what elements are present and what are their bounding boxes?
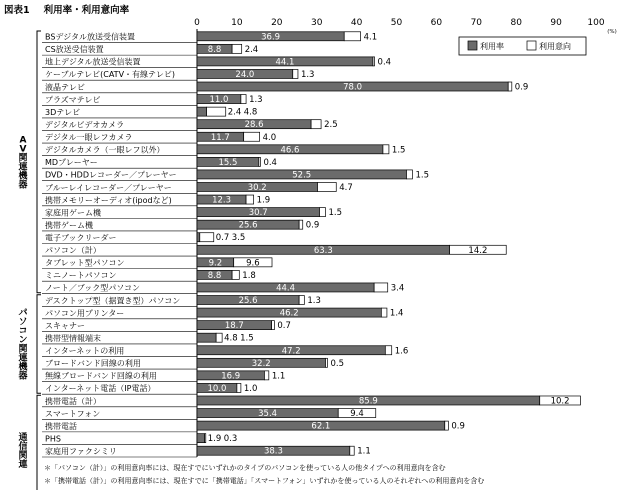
category-label: 3Dテレビ	[45, 107, 81, 117]
value-label-usage: 11.0	[209, 95, 229, 106]
x-unit-label: (%)	[607, 29, 617, 35]
figure-title-text: 利用率・利用意向率	[43, 5, 130, 16]
category-label: PHS	[45, 434, 61, 444]
bar-intent	[508, 82, 512, 91]
value-label-usage: 0.7	[215, 233, 230, 244]
value-label-usage: 36.9	[261, 32, 281, 43]
category-label: ミニノートパソコン	[45, 271, 117, 281]
value-label-usage: 18.7	[224, 321, 244, 332]
bar-intent	[311, 120, 321, 129]
category-label: BSデジタル放送受信装置	[45, 32, 135, 42]
value-label-usage: 85.9	[358, 396, 378, 407]
category-label: タブレット型パソコン	[45, 258, 125, 268]
category-label: スキャナー	[45, 321, 85, 331]
category-label: インターネットの利用	[45, 346, 125, 356]
value-label-intent: 1.8	[242, 270, 256, 281]
bar-intent	[381, 308, 387, 317]
category-label: 携帯型情報端末	[45, 333, 101, 343]
value-label-intent: 1.9	[256, 195, 271, 206]
group-bracket	[37, 295, 41, 393]
bar-intent	[325, 358, 327, 367]
category-label: ブルーレイレコーダー／プレーヤー	[45, 183, 172, 193]
value-label-intent: 1.5	[391, 145, 406, 156]
value-label-intent: 0.9	[514, 82, 529, 93]
value-label-intent: 0.7	[277, 321, 291, 332]
x-tick-label: 0	[194, 18, 200, 28]
category-label: パソコン用プリンター	[45, 308, 125, 318]
value-label-usage: 52.5	[292, 170, 312, 181]
value-label-intent: 10.2	[550, 396, 570, 407]
category-label: パソコン（計）	[45, 246, 101, 256]
value-label-usage: 44.4	[276, 283, 296, 294]
value-label-intent: 0.5	[330, 358, 345, 369]
value-label-usage: 15.5	[218, 157, 238, 168]
bar-intent	[200, 233, 214, 242]
group-label: コ	[18, 326, 28, 337]
category-label: 携帯メモリーオーディオ(ipodなど)	[45, 195, 172, 205]
category-label: デジタルビデオカメラ	[45, 120, 125, 130]
value-label-intent: 14.2	[468, 245, 488, 256]
bar-intent	[207, 107, 226, 116]
value-label-intent: 4.1	[363, 32, 378, 43]
bar-intent	[216, 333, 222, 342]
value-label-usage: 2.4	[227, 107, 242, 118]
group-label: A	[19, 135, 27, 146]
value-label-intent: 1.1	[357, 446, 371, 457]
value-label-intent: 2.4	[244, 44, 259, 55]
value-label-usage: 38.3	[263, 446, 283, 457]
value-label-usage: 9.2	[208, 258, 223, 269]
value-label-intent: 0.9	[451, 421, 465, 432]
group-bracket	[37, 395, 41, 490]
value-label-intent: 4.8	[243, 107, 258, 118]
value-label-usage: 16.9	[221, 371, 241, 382]
value-label-usage: 47.2	[281, 346, 301, 357]
value-label-intent: 1.0	[243, 383, 258, 394]
value-label-intent: 1.3	[307, 296, 321, 307]
category-label: ケーブルテレビ(CATV・有線テレビ)	[45, 70, 175, 80]
bar-intent	[272, 321, 275, 330]
group-label: 信	[18, 442, 28, 453]
category-label: 電子ブックリーダー	[45, 233, 117, 243]
note-mobile: ＊「携帯電話（計）」の利用意向率には、現在すでに「携帯電話」「スマートフォン」いずれかを使っている人のそれぞれへの利用意向を含む	[44, 477, 485, 485]
group-label: 器	[18, 180, 28, 191]
x-tick-label: 50	[390, 18, 403, 28]
x-tick-label: 60	[430, 18, 443, 28]
x-tick-label: 10	[231, 18, 243, 28]
value-label-intent: 0.4	[263, 157, 277, 168]
legend-label-intent: 利用意向	[539, 42, 571, 51]
category-label: デジタルカメラ（一眼レフ以外）	[45, 145, 165, 155]
category-label: 家庭用ファクシミリ	[45, 447, 117, 456]
value-label-intent: 0.4	[377, 57, 392, 68]
bar-intent	[350, 446, 354, 455]
bar-usage	[197, 107, 207, 116]
value-label-intent: 1.5	[328, 208, 343, 219]
value-label-intent: 1.6	[394, 346, 409, 357]
value-label-usage: 32.2	[251, 358, 271, 369]
category-label: 携帯電話	[45, 421, 77, 431]
value-label-intent: 0.9	[305, 220, 320, 231]
category-label: CS放送受信装置	[45, 45, 104, 55]
x-tick-label: 80	[510, 18, 522, 28]
x-tick-label: 30	[310, 18, 323, 28]
value-label-intent: 4.0	[262, 132, 277, 143]
bar-intent	[299, 296, 304, 305]
category-label: 地上デジタル放送受信装置	[45, 57, 141, 67]
value-label-intent: 1.4	[389, 308, 404, 319]
value-label-intent: 0.3	[223, 434, 238, 445]
category-label: スマートフォン	[45, 409, 101, 419]
category-label: 携帯ゲーム機	[45, 220, 93, 230]
bar-intent	[244, 132, 260, 141]
group-label: 機	[18, 171, 28, 182]
bar-intent	[205, 434, 206, 443]
value-label-intent: 3.5	[231, 233, 246, 244]
category-label: MDプレーヤー	[45, 158, 98, 168]
bar-intent	[383, 145, 389, 154]
bar-intent	[232, 44, 242, 53]
group-label: 連	[18, 460, 28, 471]
value-label-intent: 4.7	[339, 182, 353, 193]
bar-intent	[374, 283, 388, 292]
value-label-intent: 3.4	[390, 283, 405, 294]
value-label-intent: 1.3	[300, 69, 315, 80]
legend-swatch-intent	[527, 41, 536, 50]
group-label: 連	[18, 162, 28, 173]
category-label: DVD・HDDレコーダー／プレーヤー	[45, 170, 177, 180]
bar-intent	[232, 270, 239, 279]
bar-intent	[264, 371, 268, 380]
category-label: インターネット電話（IP電話）	[45, 384, 156, 394]
value-label-usage: 44.1	[275, 57, 295, 68]
category-label: 家庭用ゲーム機	[45, 208, 101, 218]
value-label-usage: 8.8	[207, 44, 222, 55]
group-label: 器	[18, 371, 28, 382]
group-label: 機	[18, 362, 28, 373]
figure-label: 図表1	[4, 5, 30, 16]
value-label-intent: 2.5	[324, 120, 338, 131]
group-bracket	[37, 31, 41, 293]
bar-intent	[319, 208, 325, 217]
x-tick-label: 70	[470, 18, 483, 28]
value-label-usage: 63.3	[313, 245, 333, 256]
bar-intent	[241, 95, 246, 104]
group-label: パ	[18, 308, 28, 319]
bar-intent	[237, 383, 241, 392]
value-label-usage: 25.6	[238, 220, 258, 231]
x-tick-label: 100	[587, 18, 605, 28]
group-label: 関	[18, 153, 28, 164]
value-label-intent: 1.5	[240, 333, 254, 344]
category-label: デジタル一眼レフカメラ	[45, 133, 133, 143]
legend-label-usage: 利用率	[480, 42, 504, 51]
category-label: 無線ブロードバンド回線の利用	[45, 371, 157, 381]
value-label-usage: 35.4	[258, 409, 278, 420]
value-label-usage: 78.0	[343, 82, 363, 93]
bar-intent	[406, 170, 412, 179]
bar-usage	[197, 233, 200, 242]
bar-intent	[259, 157, 261, 166]
value-label-intent: 1.3	[249, 95, 263, 106]
value-label-usage: 1.9	[207, 434, 222, 445]
value-label-usage: 4.8	[224, 333, 238, 344]
bar-intent	[373, 57, 375, 66]
value-label-usage: 46.2	[279, 308, 299, 319]
value-label-intent: 9.4	[350, 409, 364, 420]
bar-intent	[293, 69, 298, 78]
value-label-usage: 12.3	[212, 195, 232, 206]
value-label-intent: 1.1	[271, 371, 286, 382]
category-label: ブロードバンド回線の利用	[45, 359, 141, 369]
value-label-intent: 1.5	[415, 170, 429, 181]
value-label-usage: 30.2	[247, 182, 267, 193]
category-label: デスクトップ型（据置き型）パソコン	[45, 296, 181, 306]
bar-intent	[299, 220, 303, 229]
bar-intent	[385, 346, 391, 355]
group-label: ン	[18, 335, 28, 346]
category-label: 携帯電話（計）	[45, 396, 101, 406]
group-label: ソ	[18, 317, 28, 328]
category-label: 液晶テレビ	[45, 82, 85, 92]
value-label-usage: 46.6	[280, 145, 300, 156]
value-label-usage: 62.1	[311, 421, 331, 432]
value-label-usage: 10.0	[207, 383, 227, 394]
value-label-usage: 11.7	[210, 132, 230, 143]
bar-usage	[197, 333, 216, 342]
bar-intent	[445, 421, 449, 430]
bar-intent	[344, 32, 360, 41]
category-label: プラズマテレビ	[45, 95, 101, 105]
group-label: 関	[18, 344, 28, 355]
x-tick-label: 20	[271, 18, 283, 28]
group-label: 連	[18, 353, 28, 364]
x-tick-label: 90	[550, 18, 562, 28]
bar-intent	[317, 182, 336, 191]
note-pc: ＊「パソコン（計）」の利用意向率には、現在すでにいずれかのタイプのパソコンを使っている人の他タイプへの利用意向を含む	[44, 464, 446, 472]
value-label-intent: 9.6	[246, 258, 260, 269]
value-label-usage: 8.8	[207, 270, 222, 281]
group-label: 通	[18, 433, 28, 444]
group-label: V	[19, 144, 27, 155]
bar-intent	[246, 195, 254, 204]
bar-usage	[197, 434, 205, 443]
x-tick-label: 40	[350, 18, 363, 28]
category-label: ノート／ブック型パソコン	[45, 283, 141, 293]
group-label: 関	[18, 451, 28, 462]
legend-swatch-usage	[468, 41, 477, 50]
value-label-usage: 25.6	[238, 296, 258, 307]
value-label-usage: 30.7	[248, 208, 268, 219]
value-label-usage: 24.0	[235, 69, 255, 80]
value-label-usage: 28.6	[244, 120, 264, 131]
